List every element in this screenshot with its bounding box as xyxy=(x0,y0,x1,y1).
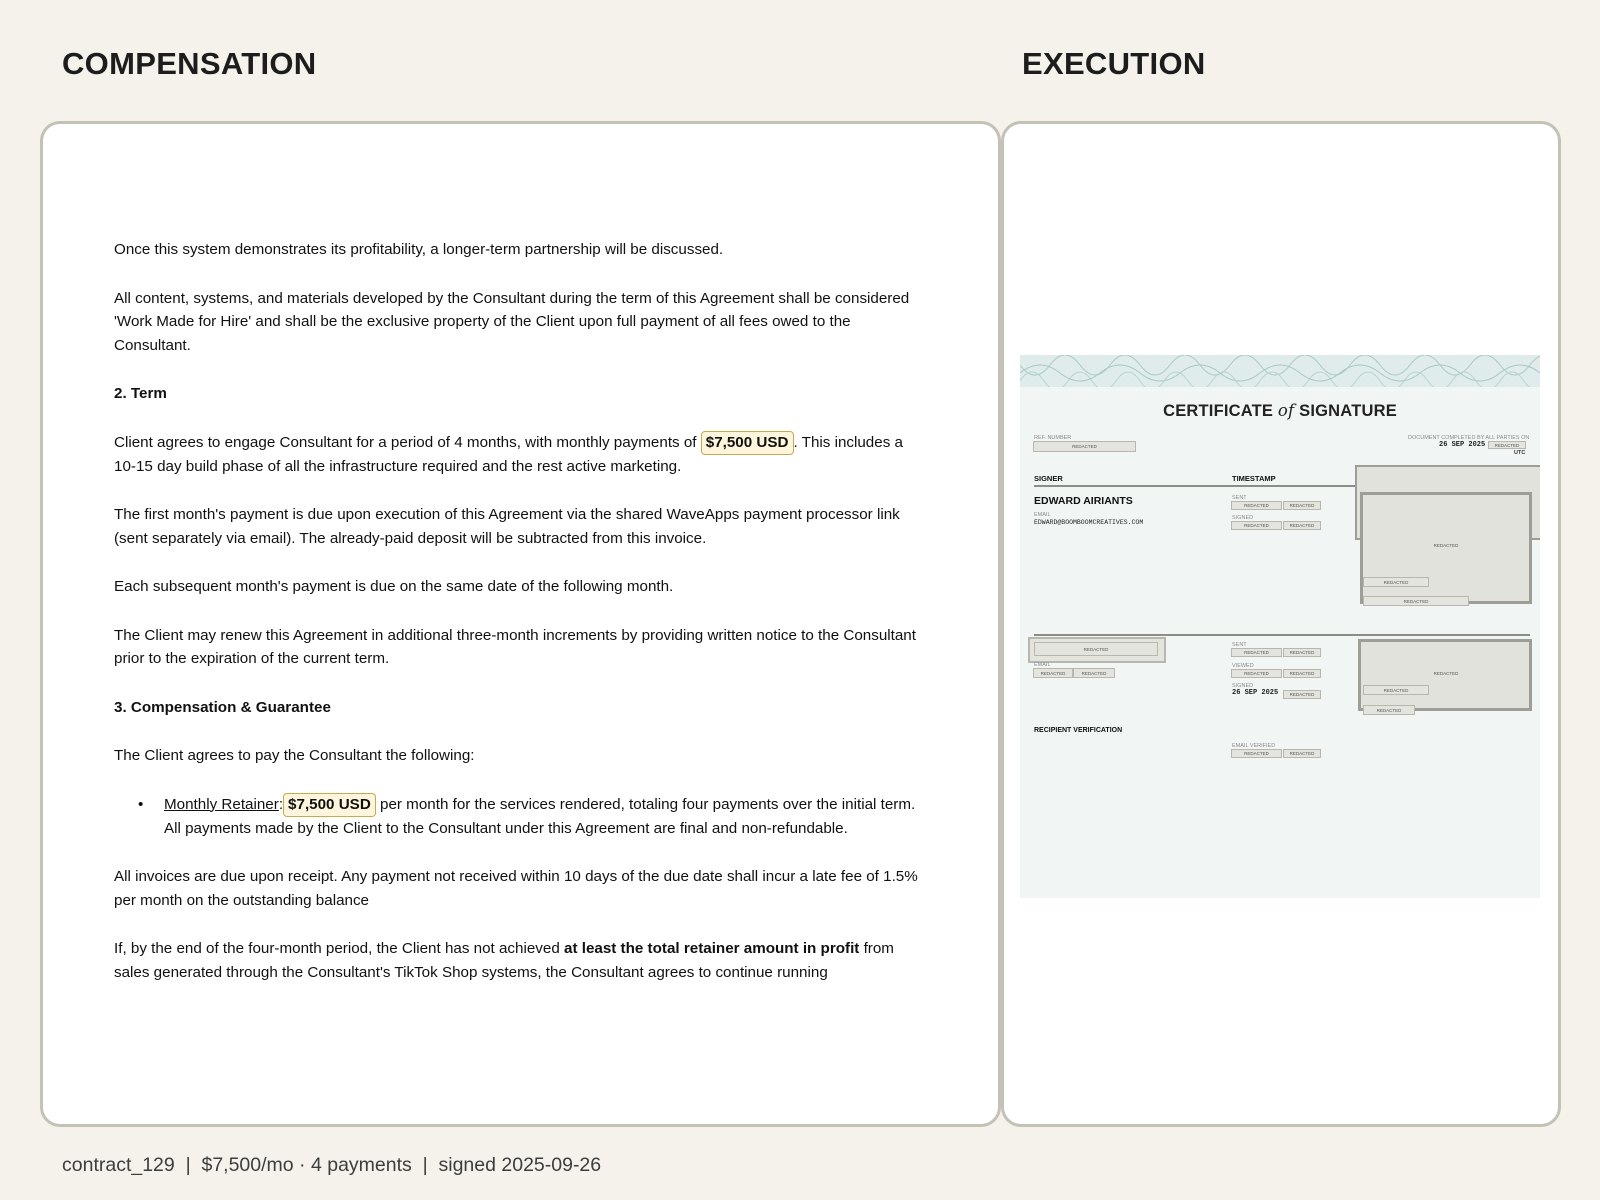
redacted-box: REDACTED xyxy=(1283,521,1321,530)
paragraph-guarantee xyxy=(114,937,924,984)
retainer-colon: : xyxy=(278,795,284,813)
redacted-box: REDACTED xyxy=(1283,648,1321,657)
signed-date: 26 SEP 2025 xyxy=(1232,689,1279,697)
certificate-title: CERTIFICATE of SIGNATURE xyxy=(1163,401,1397,420)
redacted-box: REDACTED xyxy=(1283,690,1321,699)
compensation-heading: COMPENSATION xyxy=(62,46,317,81)
redacted-box: REDACTED xyxy=(1363,705,1415,715)
list-item xyxy=(114,793,924,841)
retainer-label: Monthly Retainer xyxy=(164,795,279,813)
sent-label: SENT xyxy=(1232,495,1247,501)
paragraph: The first month's payment is due upon execution of this Agreement via the shared WaveApps payment processor link (sent separately via email). The already-paid deposit will be subtracted from this invoice. xyxy=(114,506,900,547)
redacted-box: REDACTED xyxy=(1231,501,1282,510)
divider xyxy=(1034,485,1364,487)
bullet-dot: • xyxy=(138,795,144,813)
redacted-box: REDACTED xyxy=(1033,441,1136,452)
signed-label: SIGNED xyxy=(1232,515,1254,521)
timestamp-column-header: TIMESTAMP xyxy=(1232,474,1276,483)
footer-summary: contract_129 | $7,500/mo · 4 payments | signed 2025-09-26 xyxy=(62,1154,602,1176)
redacted-box: REDACTED xyxy=(1363,577,1429,587)
redacted-box: REDACTED xyxy=(1231,521,1282,530)
paragraph: The Client agrees to pay the Consultant the following: xyxy=(114,747,475,764)
signature-certificate xyxy=(1020,355,1540,898)
guilloche-band xyxy=(1020,355,1540,387)
redacted-box: REDACTED xyxy=(1488,441,1526,449)
redacted-box: REDACTED xyxy=(1231,749,1282,758)
utc-label: UTC xyxy=(1514,450,1526,456)
payment-amount-highlight: $7,500 USD xyxy=(701,431,794,455)
redacted-label: REDACTED xyxy=(1433,542,1459,548)
redacted-box: REDACTED xyxy=(1283,501,1321,510)
redacted-box: REDACTED xyxy=(1073,668,1115,678)
sent-label: SENT xyxy=(1232,642,1247,648)
divider xyxy=(1034,634,1530,636)
term-text-before: Client agrees to engage Consultant for a period of 4 months, with monthly payments of xyxy=(114,433,701,451)
retainer-amount-highlight: $7,500 USD xyxy=(283,793,376,817)
retainer-text: per month for the services rendered, totaling four payments over the initial term. All payments made by the Client to the Consultant under this Agreement are final and non-refundable. xyxy=(164,795,916,837)
redacted-label: REDACTED xyxy=(1433,670,1459,676)
redacted-box: REDACTED xyxy=(1034,642,1158,656)
completed-label: DOCUMENT COMPLETED BY ALL PARTIES ON xyxy=(1408,435,1530,441)
redacted-box: REDACTED xyxy=(1363,596,1469,606)
term-text-after: . This includes a 10-15 day build phase of all the infrastructure required and the rest active marketing. xyxy=(114,433,903,475)
signer-name: EDWARD AIRIANTS xyxy=(1034,495,1133,507)
section-heading-term: 2. Term xyxy=(114,385,167,402)
signed-label: SIGNED xyxy=(1232,683,1254,689)
email-label: EMAIL xyxy=(1034,512,1051,518)
ref-number-label: REF. NUMBER xyxy=(1034,435,1072,441)
paragraph: All content, systems, and materials developed by the Consultant during the term of this Agreement shall be considered 'Work Made for Hire' and shall be the exclusive property of the Client upon full payment of all fees owed to the Consultant. xyxy=(114,289,910,354)
section-heading-compensation: 3. Compensation & Guarantee xyxy=(114,698,331,716)
completed-date: 26 SEP 2025 xyxy=(1439,441,1486,449)
redacted-box: REDACTED xyxy=(1231,669,1282,678)
paragraph: The Client may renew this Agreement in additional three-month increments by providing written notice to the Consultant prior to the expiration of the current term. xyxy=(114,626,916,667)
redacted-box: REDACTED xyxy=(1231,648,1282,657)
signer-column-header: SIGNER xyxy=(1034,474,1063,483)
signer-email: EDWARD@BOOMBOOMCREATIVES.COM xyxy=(1034,519,1144,526)
paragraph: Once this system demonstrates its profitability, a longer-term partnership will be discussed. xyxy=(114,241,724,258)
redacted-box: REDACTED xyxy=(1033,668,1073,678)
recipient-verification-header: RECIPIENT VERIFICATION xyxy=(1034,727,1123,734)
guarantee-text-before: If, by the end of the four-month period, the Client has not achieved xyxy=(114,940,564,957)
guarantee-text-after: from sales generated through the Consultant's TikTok Shop systems, the Consultant agrees to continue running xyxy=(114,940,894,981)
paragraph-term xyxy=(114,431,924,479)
viewed-label: VIEWED xyxy=(1232,663,1254,669)
redacted-box: REDACTED xyxy=(1363,685,1429,695)
email-verified-label: EMAIL VERIFIED xyxy=(1232,743,1276,749)
redacted-box: REDACTED xyxy=(1283,669,1321,678)
paragraph: All invoices are due upon receipt. Any payment not received within 10 days of the due date shall incur a late fee of 1.5% per month on the outstanding balance xyxy=(114,868,918,909)
paragraph: Each subsequent month's payment is due on the same date of the following month. xyxy=(114,578,674,595)
email-label: EMAIL xyxy=(1034,662,1051,668)
redacted-box: REDACTED xyxy=(1283,749,1321,758)
guarantee-bold: at least the total retainer amount in profit xyxy=(564,940,860,957)
execution-heading: EXECUTION xyxy=(1022,46,1206,81)
contract-text xyxy=(114,238,924,1009)
